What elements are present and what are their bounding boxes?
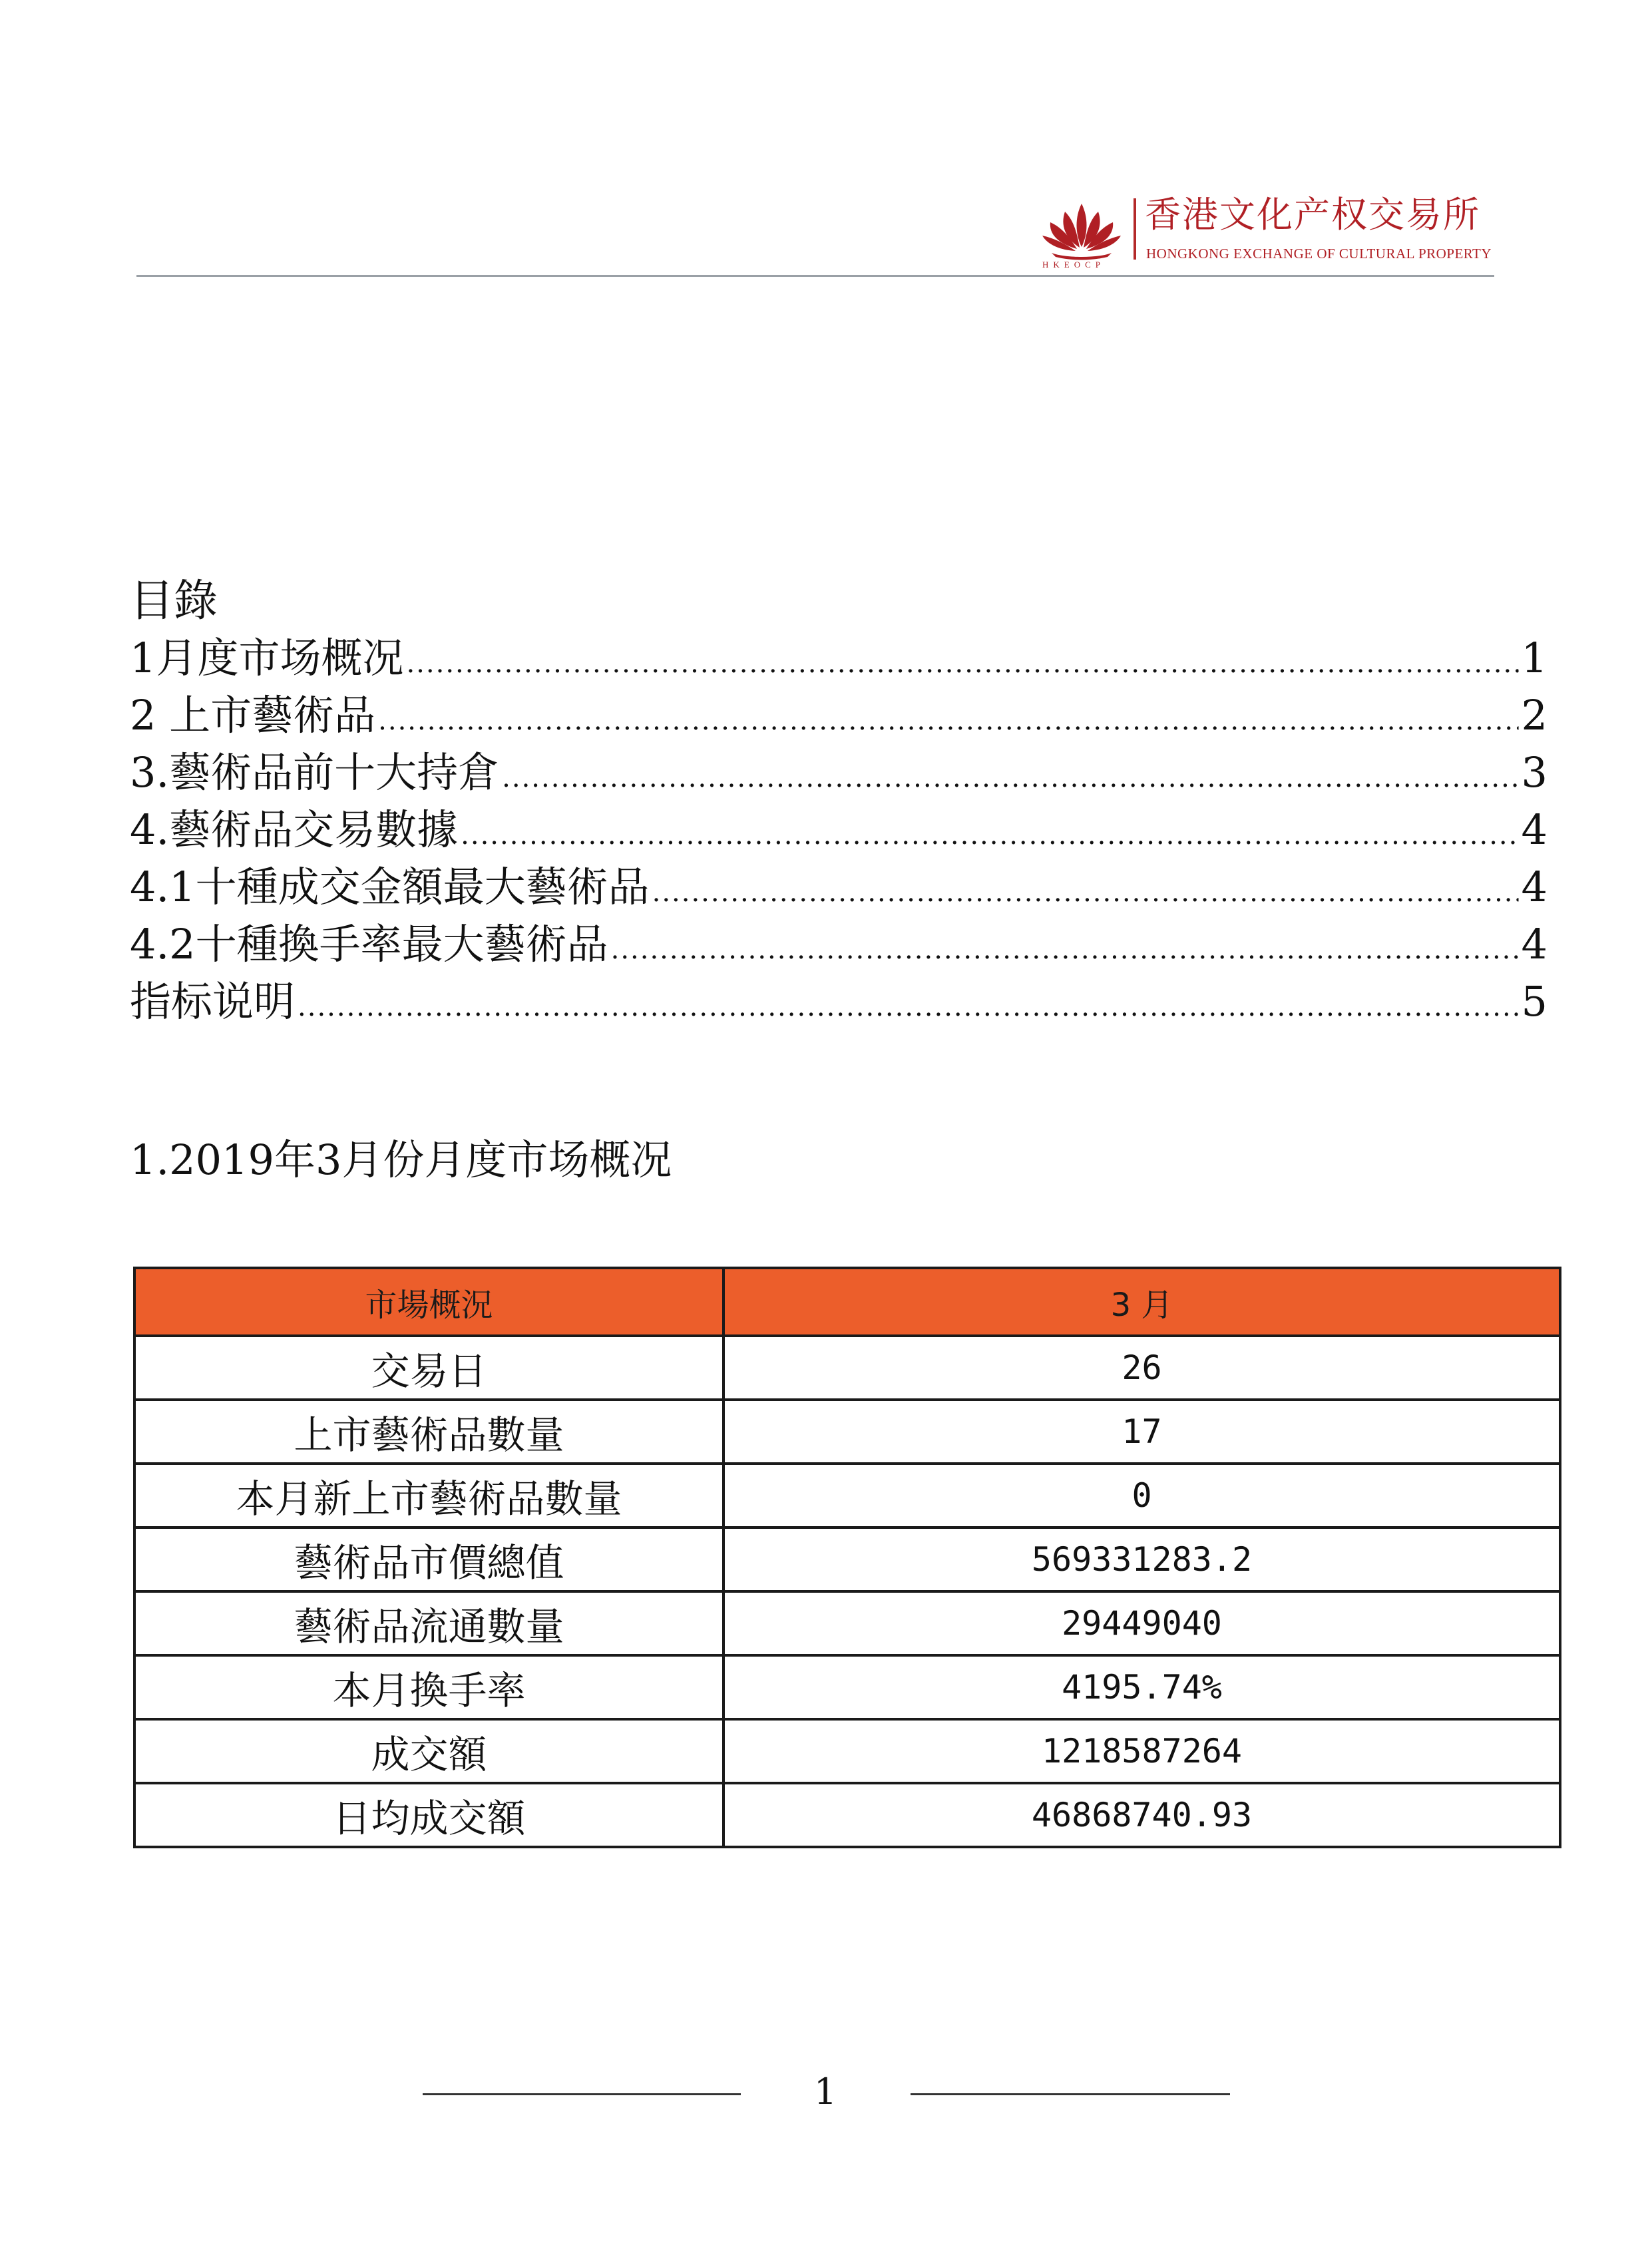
toc-leader-dots [652, 864, 1519, 921]
toc-leader-dots [406, 635, 1518, 692]
row-label: 本月新上市藝術品數量 [134, 1464, 723, 1528]
toc-entry-label: 指标说明 [130, 977, 296, 1026]
toc-entry[interactable] [130, 687, 1548, 744]
row-label: 藝術品市價總值 [134, 1528, 723, 1591]
toc-entry-page: 4 [1521, 863, 1548, 911]
table-header-cell: 3 月 [723, 1268, 1560, 1336]
toc-leader-dots [502, 749, 1518, 807]
toc-entry[interactable] [130, 630, 1548, 687]
row-value: 29449040 [723, 1591, 1560, 1655]
row-value: 569331283.2 [723, 1528, 1560, 1591]
toc-entry-page: 1 [1521, 634, 1548, 682]
table-row [134, 1464, 1560, 1528]
toc-entry[interactable] [130, 916, 1548, 973]
table-row [134, 1591, 1560, 1655]
row-value: 26 [723, 1336, 1560, 1400]
footer-rule-right [911, 2093, 1230, 2095]
org-abbr: HKEOCP [1042, 260, 1106, 270]
table-row [134, 1719, 1560, 1783]
table-header-row [134, 1268, 1560, 1336]
toc-entry-page: 3 [1521, 748, 1548, 797]
row-value: 17 [723, 1400, 1560, 1464]
toc-entry-label: 1月度市场概况 [130, 634, 404, 682]
table-row [134, 1400, 1560, 1464]
toc-entry-page: 4 [1521, 805, 1548, 854]
row-label: 日均成交額 [134, 1783, 723, 1847]
row-value: 4195.74% [723, 1655, 1560, 1719]
row-value: 46868740.93 [723, 1783, 1560, 1847]
section-heading: 1.2019年3月份月度市场概况 [130, 1135, 672, 1184]
org-name-cn: 香港文化产权交易所 [1145, 194, 1480, 236]
toc-entry-label: 2 上市藝術品 [130, 691, 376, 739]
toc-leader-dots [461, 807, 1518, 864]
toc-entry[interactable] [130, 859, 1548, 916]
row-label: 藝術品流通數量 [134, 1591, 723, 1655]
market-overview-table [133, 1267, 1561, 1848]
toc-entry-label: 4.2十種換手率最大藝術品 [130, 920, 608, 968]
toc-entry-label: 4.1十種成交金額最大藝術品 [130, 863, 650, 911]
toc-entry-label: 3.藝術品前十大持倉 [130, 748, 500, 797]
toc-entry-label: 4.藝術品交易數據 [130, 805, 459, 854]
toc-entry-page: 2 [1521, 691, 1548, 739]
toc-title: 目錄 [130, 575, 218, 626]
table-header-cell: 市場概況 [134, 1268, 723, 1336]
toc-entry-page: 4 [1521, 920, 1548, 968]
toc-leader-dots [611, 921, 1519, 978]
org-logo [1038, 192, 1504, 272]
row-value: 0 [723, 1464, 1560, 1528]
table-of-contents [130, 572, 1548, 1030]
row-label: 成交額 [134, 1719, 723, 1783]
row-value: 1218587264 [723, 1719, 1560, 1783]
header-rule [136, 275, 1494, 277]
toc-leader-dots [378, 692, 1518, 749]
org-name-en: HONGKONG EXCHANGE OF CULTURAL PROPERTY [1146, 246, 1492, 262]
footer-rule-left [423, 2093, 741, 2095]
toc-entry-page: 5 [1521, 977, 1548, 1026]
toc-entry[interactable] [130, 973, 1548, 1030]
table-row [134, 1655, 1560, 1719]
row-label: 本月換手率 [134, 1655, 723, 1719]
table-row [134, 1783, 1560, 1847]
page-number: 1 [813, 2071, 837, 2113]
row-label: 交易日 [134, 1336, 723, 1400]
toc-leader-dots [298, 978, 1519, 1036]
logo-divider [1134, 198, 1136, 260]
row-label: 上市藝術品數量 [134, 1400, 723, 1464]
table-row [134, 1336, 1560, 1400]
toc-entry[interactable] [130, 801, 1548, 859]
lotus-logo-icon [1038, 197, 1125, 264]
table-row [134, 1528, 1560, 1591]
toc-entry[interactable] [130, 744, 1548, 801]
